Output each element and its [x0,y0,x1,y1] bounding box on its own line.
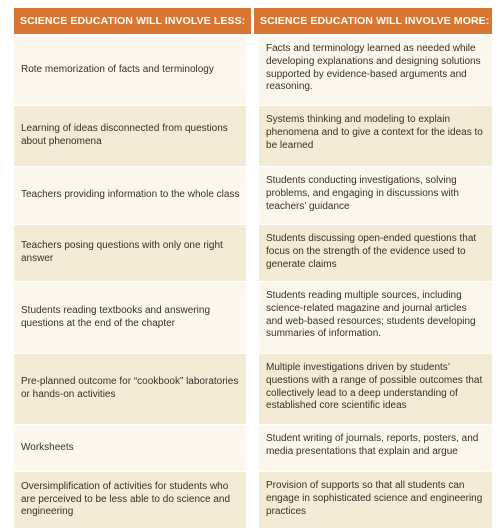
table-row [14,281,492,353]
more-cell: Facts and terminology learned as needed while developing explanations and designing solutions supported by evidence-based arguments and reasoning. [259,35,492,105]
table-row [14,424,492,471]
comparison-table-container [14,8,492,522]
comparison-table [14,8,492,528]
less-cell: Learning of ideas disconnected from questions about phenomena [14,106,246,166]
table-row [14,353,492,424]
more-cell: Student writing of journals, reports, posters, and media presentations that explain and argue [259,425,492,471]
less-cell: Rote memorization of facts and terminology [14,35,246,105]
less-cell: Students reading textbooks and answering questions at the end of the chapter [14,282,246,353]
header-more: SCIENCE EDUCATION WILL INVOLVE MORE: [254,8,492,34]
less-cell: Teachers posing questions with only one right answer [14,225,246,281]
more-cell: Provision of supports so that all students can engage in sophisticated science and engineering practices [259,472,492,528]
header-less: SCIENCE EDUCATION WILL INVOLVE LESS: [14,8,251,34]
table-row [14,105,492,166]
row-divider [246,472,259,528]
more-cell: Students discussing open-ended questions that focus on the strength of the evidence used to generate claims [259,225,492,281]
more-cell: Students conducting investigations, solving problems, and engaging in discussions with teachers’ guidance [259,167,492,224]
row-divider [246,354,259,424]
row-divider [246,106,259,166]
less-cell: Oversimplification of activities for students who are perceived to be less able to do science and engineering [14,472,246,528]
table-row [14,34,492,105]
table-row [14,224,492,281]
row-divider [246,425,259,471]
less-cell: Teachers providing information to the whole class [14,167,246,224]
more-cell: Students reading multiple sources, including science-related magazine and journal articles and web-based resources; students developing summaries of information. [259,282,492,353]
row-divider [246,282,259,353]
table-header [14,8,492,34]
row-divider [246,35,259,105]
row-divider [246,225,259,281]
table-row [14,166,492,224]
less-cell: Pre-planned outcome for “cookbook” laboratories or hands-on activities [14,354,246,424]
more-cell: Systems thinking and modeling to explain phenomena and to give a context for the ideas to be learned [259,106,492,166]
row-divider [246,167,259,224]
less-cell: Worksheets [14,425,246,471]
table-row [14,471,492,528]
more-cell: Multiple investigations driven by students’ questions with a range of possible outcomes that collectively lead to a deep understanding of established core scientific ideas [259,354,492,424]
